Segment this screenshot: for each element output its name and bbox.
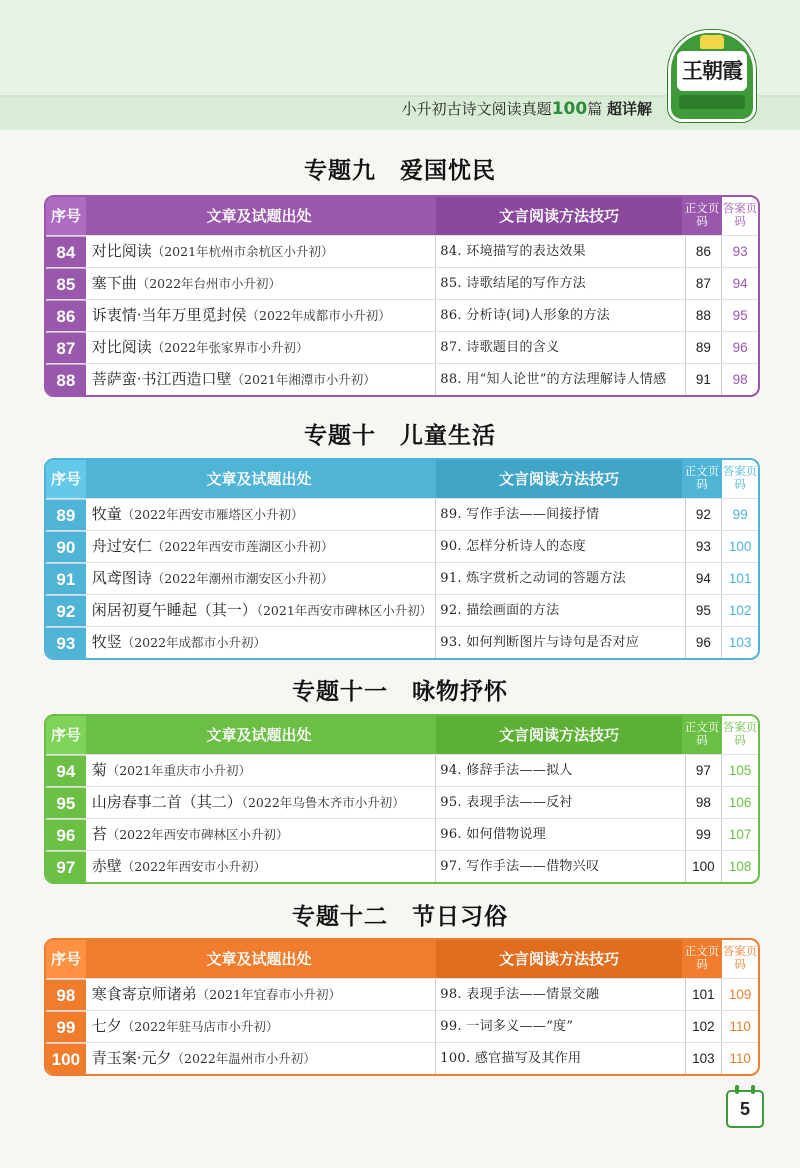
row-seq: 87 xyxy=(46,332,86,363)
header-method: 文言阅读方法技巧 xyxy=(436,197,682,235)
row-method: 96. 如何借物说理 xyxy=(436,819,685,850)
table-row[interactable] xyxy=(46,562,758,594)
row-source xyxy=(86,563,437,594)
row-page: 96 xyxy=(686,627,723,658)
table-row[interactable] xyxy=(46,978,758,1010)
poem-title: 舟过安仁 xyxy=(91,537,152,555)
row-seq: 100 xyxy=(46,1043,86,1074)
brand-logo xyxy=(668,30,756,122)
row-method: 91. 炼字赏析之动词的答题方法 xyxy=(436,563,685,594)
row-page: 97 xyxy=(686,755,723,786)
poem-title: 对比阅读 xyxy=(91,338,152,356)
table-row[interactable] xyxy=(46,267,758,299)
exam-origin: （2021年宜春市小升初） xyxy=(196,987,342,1002)
row-page: 100 xyxy=(686,851,723,882)
section-title: 专题九 爱国忧民 xyxy=(304,158,496,184)
header-source: 文章及试题出处 xyxy=(206,726,312,744)
row-source xyxy=(86,1011,437,1042)
header-page: 正文页码 xyxy=(684,940,720,978)
row-answer-page: 105 xyxy=(728,763,752,778)
row-page: 93 xyxy=(686,531,723,562)
exam-origin: （2022年温州市小升初） xyxy=(171,1051,316,1066)
contents-table xyxy=(44,195,760,397)
exam-origin: （2022年西安市小升初） xyxy=(121,859,267,874)
row-source xyxy=(86,1043,437,1074)
contents-table xyxy=(44,714,760,884)
row-page: 101 xyxy=(686,979,723,1010)
row-seq: 86 xyxy=(46,300,86,331)
poem-title: 寒食寄京师诸弟 xyxy=(91,985,197,1003)
header-answer: 答案页码 xyxy=(722,940,758,978)
table-row[interactable] xyxy=(46,786,758,818)
row-page: 86 xyxy=(686,236,723,267)
row-seq: 84 xyxy=(46,236,86,267)
book-title-number: 100 xyxy=(551,99,588,119)
row-source xyxy=(86,787,437,818)
header-seq: 序号 xyxy=(46,197,86,235)
poem-title: 菊 xyxy=(91,761,107,779)
row-source xyxy=(86,300,437,331)
row-method: 90. 怎样分析诗人的态度 xyxy=(436,531,685,562)
header-answer: 答案页码 xyxy=(722,460,758,498)
table-row[interactable] xyxy=(46,1010,758,1042)
row-method: 84. 环境描写的表达效果 xyxy=(436,236,685,267)
row-answer-page: 108 xyxy=(728,859,752,874)
exam-origin: （2022年成都市小升初） xyxy=(246,308,391,323)
row-method: 92. 描绘画面的方法 xyxy=(436,595,685,626)
row-page: 92 xyxy=(686,499,723,530)
row-page: 98 xyxy=(686,787,723,818)
table-row[interactable] xyxy=(46,299,758,331)
header-source: 文章及试题出处 xyxy=(206,207,312,225)
header-page: 正文页码 xyxy=(684,716,720,754)
row-seq: 89 xyxy=(46,499,86,530)
row-answer-page: 94 xyxy=(732,276,748,291)
row-page: 88 xyxy=(686,300,723,331)
row-answer-page: 95 xyxy=(732,308,748,323)
row-answer-page: 98 xyxy=(732,372,748,387)
exam-origin: （2022年潮州市潮安区小升初） xyxy=(151,571,334,586)
row-answer-page: 110 xyxy=(729,1051,751,1066)
table-header xyxy=(46,197,758,235)
header-method: 文言阅读方法技巧 xyxy=(436,940,682,978)
row-method: 94. 修辞手法——拟人 xyxy=(436,755,685,786)
section-title: 专题十二 节日习俗 xyxy=(292,904,508,930)
row-source xyxy=(86,236,437,267)
poem-title: 对比阅读 xyxy=(91,242,152,260)
row-method: 98. 表现手法——情景交融 xyxy=(436,979,685,1010)
row-seq: 88 xyxy=(46,364,86,395)
contents-table xyxy=(44,458,760,660)
header-method: 文言阅读方法技巧 xyxy=(436,716,682,754)
row-method: 95. 表现手法——反衬 xyxy=(436,787,685,818)
row-seq: 96 xyxy=(46,819,86,850)
contents-table xyxy=(44,938,760,1076)
table-header xyxy=(46,940,758,978)
logo-text: 王朝霞 xyxy=(677,51,747,91)
poem-title: 牧竖 xyxy=(91,633,122,651)
row-source xyxy=(86,531,437,562)
book-title xyxy=(402,98,652,119)
exam-origin: （2021年西安市碑林区小升初） xyxy=(256,603,433,618)
row-source xyxy=(86,499,437,530)
row-method: 86. 分析诗(词)人形象的方法 xyxy=(436,300,685,331)
row-answer-page: 100 xyxy=(728,539,752,554)
poem-title: 诉衷情·当年万里觅封侯 xyxy=(91,306,247,324)
row-method: 88. 用“知人论世”的方法理解诗人情感 xyxy=(436,364,685,395)
header-seq: 序号 xyxy=(46,460,86,498)
row-method: 89. 写作手法——间接抒情 xyxy=(436,499,685,530)
table-header xyxy=(46,716,758,754)
row-method: 97. 写作手法——借物兴叹 xyxy=(436,851,685,882)
row-answer-page: 99 xyxy=(732,507,748,522)
row-seq: 91 xyxy=(46,563,86,594)
row-source xyxy=(86,627,437,658)
row-source xyxy=(86,268,437,299)
exam-origin: （2022年西安市碑林区小升初） xyxy=(106,827,289,842)
row-seq: 94 xyxy=(46,755,86,786)
header-seq: 序号 xyxy=(46,716,86,754)
row-seq: 93 xyxy=(46,627,86,658)
row-source xyxy=(86,979,437,1010)
table-row[interactable] xyxy=(46,1042,758,1074)
row-seq: 92 xyxy=(46,595,86,626)
row-source xyxy=(86,595,437,626)
row-page: 91 xyxy=(686,364,723,395)
row-answer-page: 96 xyxy=(732,340,748,355)
row-source xyxy=(86,364,437,395)
header-page: 正文页码 xyxy=(684,460,720,498)
table-row[interactable] xyxy=(46,498,758,530)
row-page: 103 xyxy=(686,1043,723,1074)
exam-origin: （2021年湘潭市小升初） xyxy=(231,372,376,387)
row-source xyxy=(86,755,437,786)
section-title: 专题十一 咏物抒怀 xyxy=(292,679,508,705)
exam-origin: （2022年西安市莲湖区小升初） xyxy=(151,539,334,554)
table-row[interactable] xyxy=(46,331,758,363)
header-method: 文言阅读方法技巧 xyxy=(436,460,682,498)
table-row[interactable] xyxy=(46,850,758,882)
exam-origin: （2022年驻马店市小升初） xyxy=(121,1019,279,1034)
logo-crown-icon xyxy=(700,35,724,49)
row-answer-page: 109 xyxy=(728,987,752,1002)
poem-title: 菩萨蛮·书江西造口壁 xyxy=(91,370,232,388)
poem-title: 塞下曲 xyxy=(91,274,137,292)
row-method: 99. 一词多义——“度” xyxy=(436,1011,685,1042)
row-answer-page: 110 xyxy=(729,1019,751,1034)
exam-origin: （2021年杭州市余杭区小升初） xyxy=(151,244,334,259)
poem-title: 青玉案·元夕 xyxy=(91,1049,172,1067)
poem-title: 七夕 xyxy=(91,1017,122,1035)
poem-title: 牧童 xyxy=(91,505,122,523)
header-answer: 答案页码 xyxy=(722,197,758,235)
header-answer: 答案页码 xyxy=(722,716,758,754)
poem-title: 苔 xyxy=(91,825,107,843)
row-seq: 85 xyxy=(46,268,86,299)
exam-origin: （2022年乌鲁木齐市小升初） xyxy=(241,795,405,810)
exam-origin: （2022年西安市雁塔区小升初） xyxy=(121,507,304,522)
table-row[interactable] xyxy=(46,754,758,786)
row-answer-page: 101 xyxy=(728,571,752,586)
header-seq: 序号 xyxy=(46,940,86,978)
row-page: 102 xyxy=(686,1011,723,1042)
row-page: 87 xyxy=(686,268,723,299)
row-answer-page: 93 xyxy=(732,244,748,259)
row-page: 89 xyxy=(686,332,723,363)
book-title-prefix: 小升初古诗文阅读真题 xyxy=(401,100,552,118)
row-answer-page: 106 xyxy=(728,795,752,810)
row-seq: 95 xyxy=(46,787,86,818)
exam-origin: （2022年成都市小升初） xyxy=(121,635,267,650)
header-source: 文章及试题出处 xyxy=(206,950,312,968)
row-answer-page: 103 xyxy=(728,635,752,650)
row-page: 94 xyxy=(686,563,723,594)
poem-title: 赤壁 xyxy=(91,857,122,875)
row-method: 87. 诗歌题目的含义 xyxy=(436,332,685,363)
header-source: 文章及试题出处 xyxy=(206,470,312,488)
table-row[interactable] xyxy=(46,235,758,267)
row-method: 93. 如何判断图片与诗句是否对应 xyxy=(436,627,685,658)
header-page: 正文页码 xyxy=(684,197,720,235)
row-source xyxy=(86,851,437,882)
book-title-bold: 超详解 xyxy=(606,100,652,118)
table-header xyxy=(46,460,758,498)
exam-origin: （2022年张家界市小升初） xyxy=(151,340,309,355)
row-page: 99 xyxy=(686,819,723,850)
row-source xyxy=(86,332,437,363)
table-row[interactable] xyxy=(46,818,758,850)
row-seq: 98 xyxy=(46,979,86,1010)
table-row[interactable] xyxy=(46,626,758,658)
poem-title: 风鸢图诗 xyxy=(91,569,152,587)
poem-title: 山房春事二首（其二） xyxy=(91,793,242,811)
table-row[interactable] xyxy=(46,363,758,395)
row-seq: 99 xyxy=(46,1011,86,1042)
row-answer-page: 102 xyxy=(728,603,752,618)
row-method: 100. 感官描写及其作用 xyxy=(436,1043,685,1074)
row-seq: 97 xyxy=(46,851,86,882)
table-row[interactable] xyxy=(46,530,758,562)
exam-origin: （2021年重庆市小升初） xyxy=(106,763,252,778)
page-number: 5 xyxy=(726,1090,764,1128)
logo-ribbon xyxy=(679,95,745,109)
row-page: 95 xyxy=(686,595,723,626)
poem-title: 闲居初夏午睡起（其一） xyxy=(91,601,257,619)
table-row[interactable] xyxy=(46,594,758,626)
row-answer-page: 107 xyxy=(728,827,752,842)
section-title: 专题十 儿童生活 xyxy=(304,423,496,449)
row-method: 85. 诗歌结尾的写作方法 xyxy=(436,268,685,299)
exam-origin: （2022年台州市小升初） xyxy=(136,276,282,291)
book-title-mid: 篇 xyxy=(587,100,603,118)
row-seq: 90 xyxy=(46,531,86,562)
row-source xyxy=(86,819,437,850)
